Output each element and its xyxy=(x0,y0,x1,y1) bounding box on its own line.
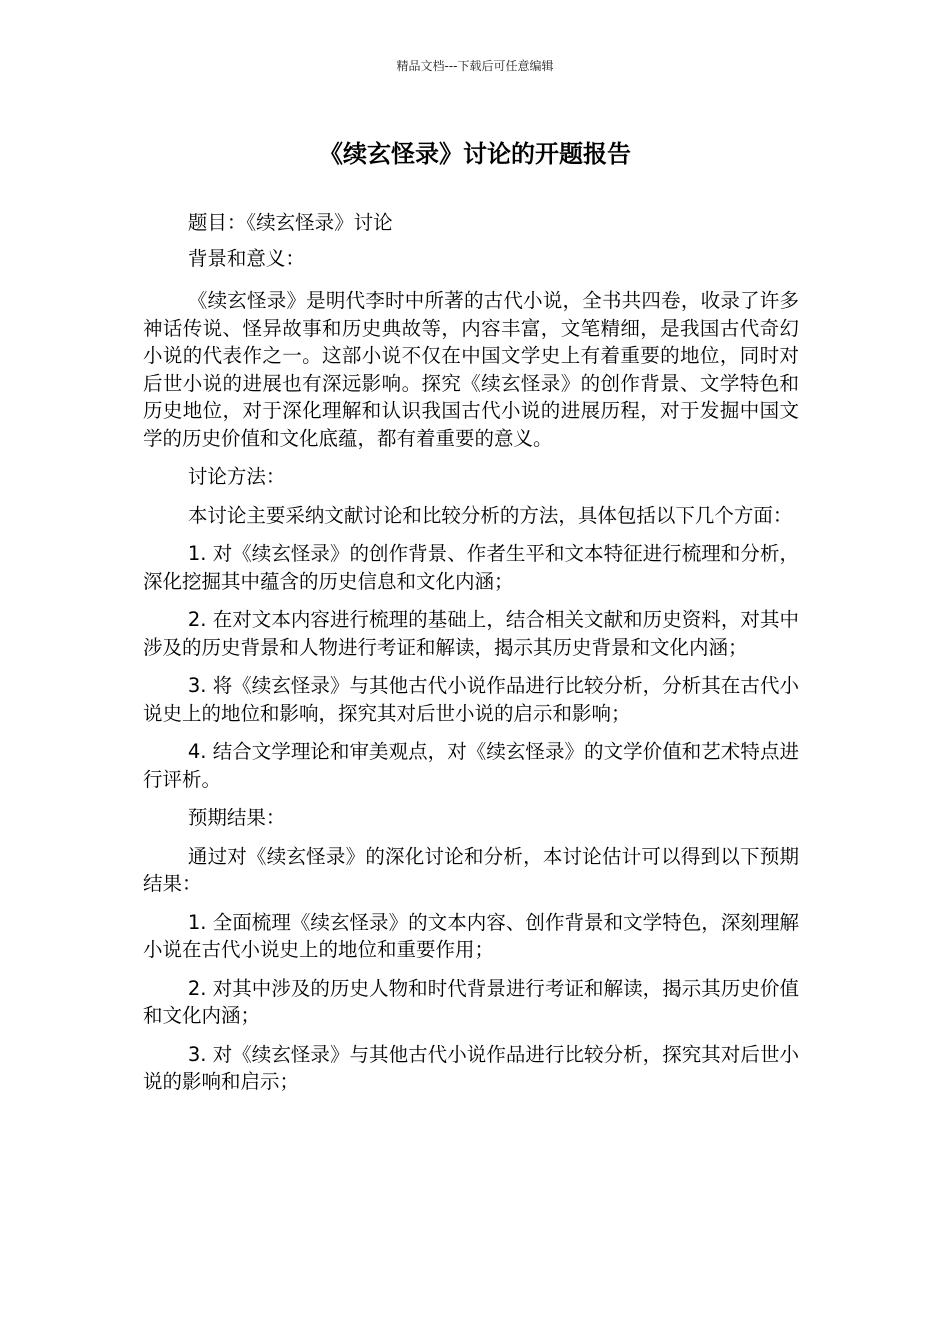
document-title: 《续玄怪录》讨论的开题报告 xyxy=(319,140,631,168)
page-header-note: 精品文档---下载后可任意编辑 xyxy=(396,59,554,73)
result-item-2: 2. 对其中涉及的历史人物和时代背景进行考证和解读，揭示其历史价值和文化内涵； xyxy=(143,976,799,1027)
section-heading-expected-results: 预期结果： xyxy=(187,806,286,829)
method-intro-paragraph: 本讨论主要采纳文献讨论和比较分析的方法，具体包括以下几个方面： xyxy=(187,503,793,527)
method-item-4: 4. 结合文学理论和审美观点，对《续玄怪录》的文学价值和艺术特点进行评析。 xyxy=(143,740,799,791)
result-item-1: 1. 全面梳理《续玄怪录》的文本内容、创作背景和文学特色，深刻理解小说在古代小说史上的地位和重要作用； xyxy=(143,910,799,961)
method-item-3: 3. 将《续玄怪录》与其他古代小说作品进行比较分析，分析其在古代小说史上的地位和影响，探究其对后世小说的启示和影响； xyxy=(143,674,799,725)
method-item-2: 2. 在对文本内容进行梳理的基础上，结合相关文献和历史资料，对其中涉及的历史背景和人物进行考证和解读，揭示其历史背景和文化内涵； xyxy=(143,608,799,659)
result-item-3: 3. 对《续玄怪录》与其他古代小说作品进行比较分析，探究其对后世小说的影响和启示； xyxy=(143,1042,799,1093)
document-body xyxy=(143,209,799,1107)
background-paragraph: 《续玄怪录》是明代李时中所著的古代小说，全书共四卷，收录了许多神话传说、怪异故事和历史典故等，内容丰富，文笔精细，是我国古代奇幻小说的代表作之一。这部小说不仅在中国文学史上有着重要的地位，同时对后世小说的进展也有深远影响。探究《续玄怪录》的创作背景、文学特色和历史地位，对于深化理解和认识我国古代小说的进展历程，对于发掘中国文学的历史价值和文化底蕴，都有着重要的意义。 xyxy=(143,289,799,450)
section-heading-method: 讨论方法： xyxy=(187,465,286,488)
results-intro-paragraph: 通过对《续玄怪录》的深化讨论和分析，本讨论估计可以得到以下预期结果： xyxy=(143,844,799,895)
section-heading-background: 背景和意义： xyxy=(187,246,305,270)
method-item-1: 1. 对《续玄怪录》的创作背景、作者生平和文本特征进行梳理和分析，深化挖掘其中蕴含的历史信息和文化内涵； xyxy=(143,542,799,593)
topic-line: 题目：《续玄怪录》讨论 xyxy=(187,211,393,234)
